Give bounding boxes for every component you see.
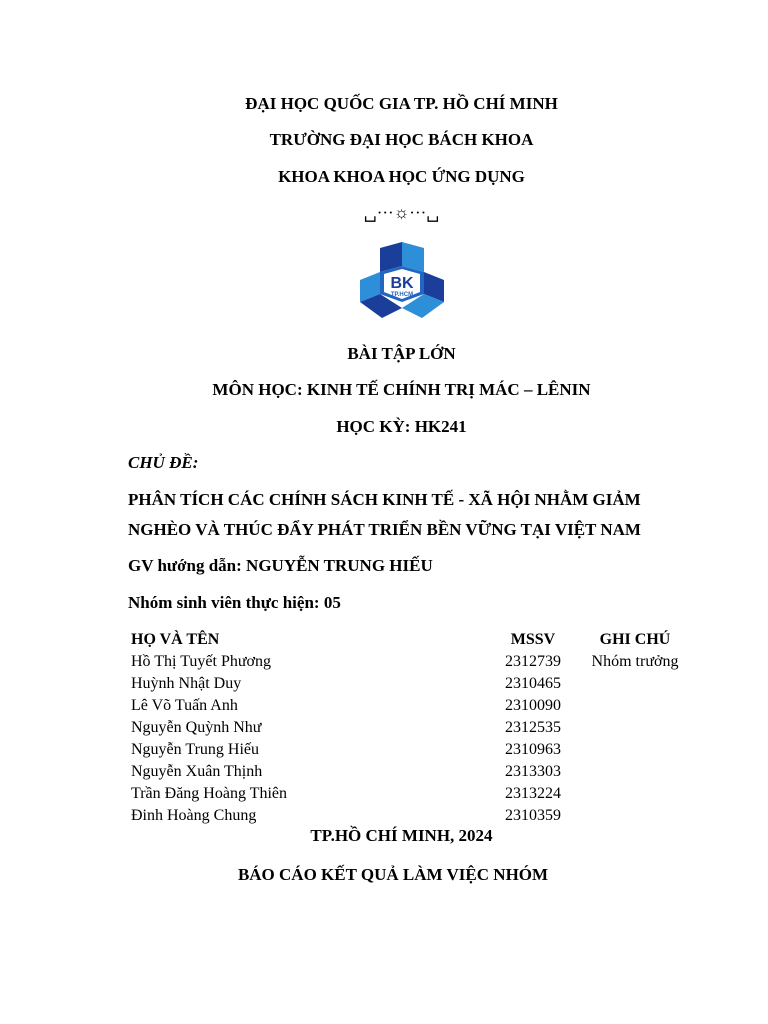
assignment-type: BÀI TẬP LỚN (347, 344, 456, 363)
report-title: BÁO CÁO KẾT QUẢ LÀM VIỆC NHÓM (237, 865, 549, 884)
row-1-mssv: 2312739 (505, 653, 561, 670)
row-8-name: Đinh Hoàng Chung (131, 807, 257, 824)
row-4-name: Nguyễn Quỳnh Như (131, 719, 262, 736)
place-date: TP.HỒ CHÍ MINH, 2024 (310, 826, 493, 845)
row-1-note: Nhóm trưởng (591, 653, 679, 670)
header-note: GHI CHÚ (599, 631, 671, 648)
header-name: HỌ VÀ TÊN (131, 631, 220, 648)
bk-logo (358, 242, 446, 322)
row-7-mssv: 2313224 (505, 785, 561, 802)
topic-line-1: PHÂN TÍCH CÁC CHÍNH SÁCH KINH TẾ - XÃ HỘI NHẰM GIẢM (128, 490, 641, 509)
row-8-mssv: 2310359 (505, 807, 561, 824)
row-7-name: Trần Đăng Hoàng Thiên (131, 785, 287, 802)
row-2-mssv: 2310465 (505, 675, 561, 692)
row-6-name: Nguyễn Xuân Thịnh (131, 763, 263, 780)
group-line: Nhóm sinh viên thực hiện: 05 (128, 593, 341, 612)
university-name: ĐẠI HỌC QUỐC GIA TP. HỒ CHÍ MINH (245, 94, 558, 113)
row-5-mssv: 2310963 (505, 741, 561, 758)
topic-line-2: NGHÈO VÀ THÚC ĐẨY PHÁT TRIỂN BỀN VỮNG TẠI VIỆT NAM (128, 520, 641, 539)
row-3-name: Lê Võ Tuấn Anh (131, 697, 238, 714)
logo-sub-text: TP.HCM (390, 292, 414, 298)
faculty-name: KHOA KHOA HỌC ỨNG DỤNG (278, 167, 525, 186)
course-title: MÔN HỌC: KINH TẾ CHÍNH TRỊ MÁC – LÊNIN (212, 380, 591, 399)
topic-label: CHỦ ĐỀ: (128, 453, 199, 472)
logo-main-text: BK (390, 275, 414, 292)
row-6-mssv: 2313303 (505, 763, 561, 780)
row-4-mssv: 2312535 (505, 719, 561, 736)
school-name: TRƯỜNG ĐẠI HỌC BÁCH KHOA (269, 130, 534, 149)
ornament-divider: ␣···☼···␣ (363, 203, 440, 222)
row-1-name: Hồ Thị Tuyết Phương (131, 653, 271, 670)
header-mssv: MSSV (510, 631, 556, 648)
row-2-name: Huỳnh Nhật Duy (131, 675, 242, 692)
instructor-line: GV hướng dẫn: NGUYỄN TRUNG HIẾU (128, 556, 433, 575)
row-3-mssv: 2310090 (505, 697, 561, 714)
semester-label: HỌC KỲ: HK241 (336, 417, 467, 436)
row-5-name: Nguyễn Trung Hiếu (131, 741, 260, 758)
